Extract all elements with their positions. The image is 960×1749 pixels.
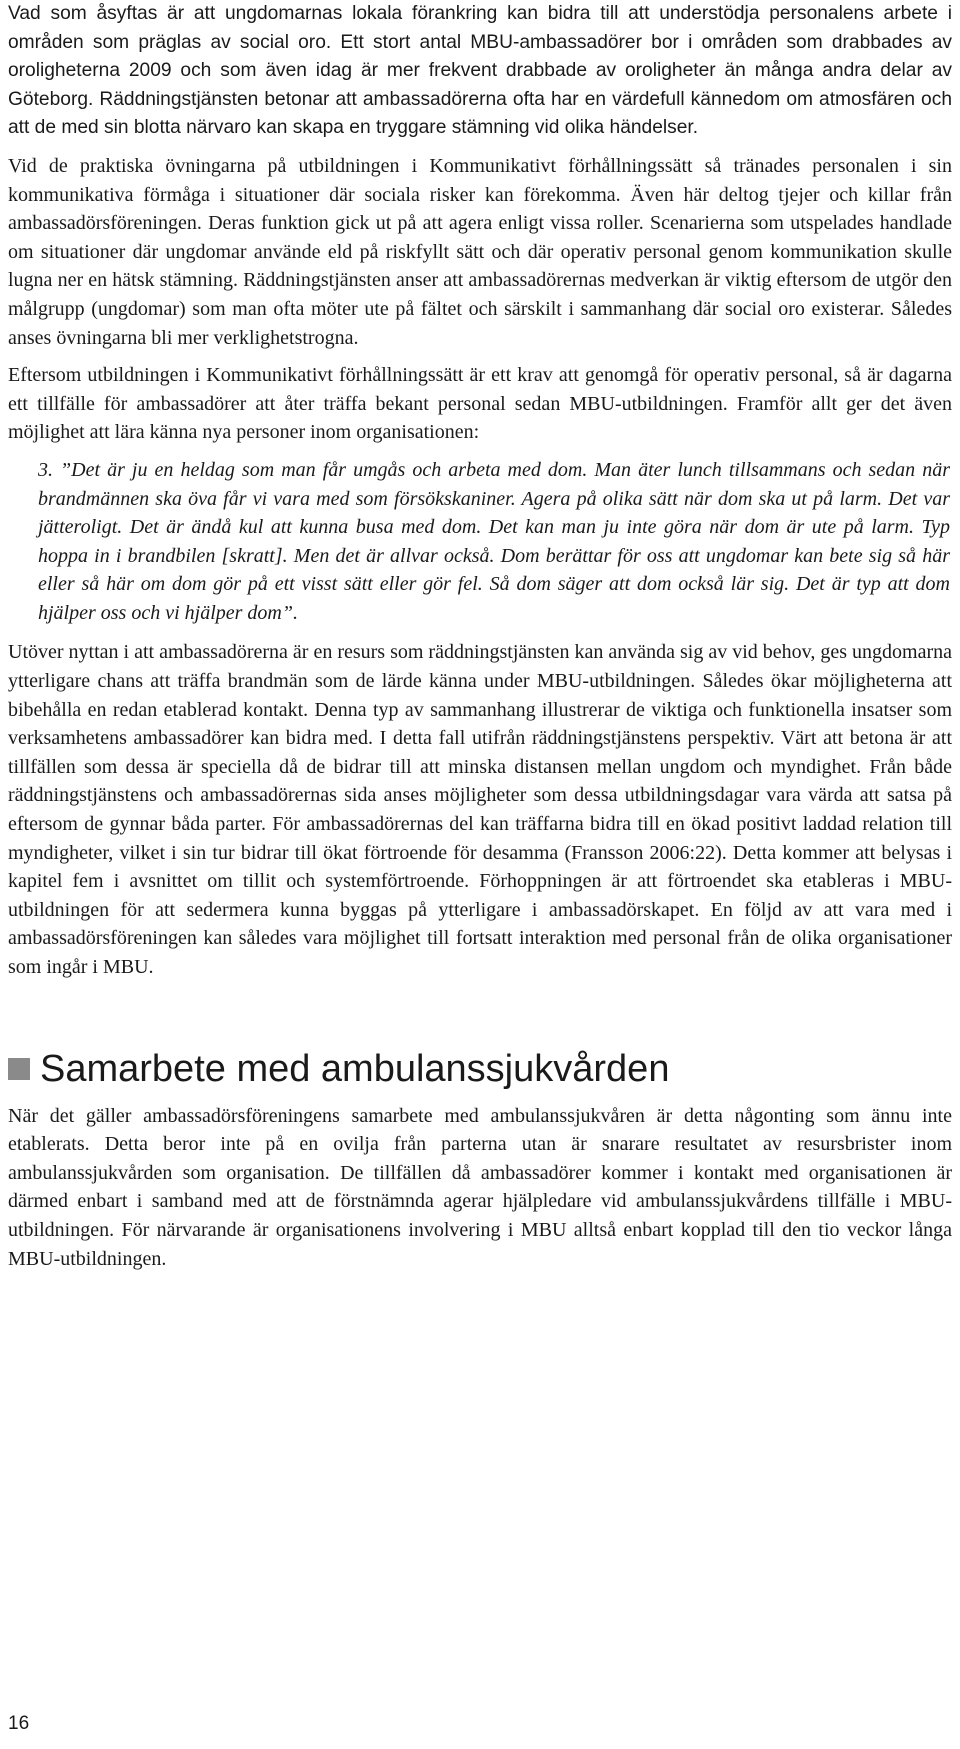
section-heading	[8, 1046, 952, 1092]
paragraph-ambulance-cooperation: När det gäller ambassadörsföreningens samarbete med ambulanssjukvåren är detta någonting som ännu inte etablerats. Detta beror inte på en ovilja från parterna utan är snarare resultatet av resursbrister inom ambulanssjukvården som organisation. De tillfällen då ambassadörer kommer i kontakt med organisationen är därmed enbart i samband med att de förstnämnda agerar hjälpledare vid ambulanssjukvårdens tillfälle i MBU-utbildningen. För närvarande är organisationens involvering i MBU alltså enbart kopplad till den tio veckor långa MBU-utbildningen.	[8, 1104, 952, 1270]
paragraph-ambassador-local-roots: Vad som åsyftas är att ungdomarnas lokala förankring kan bidra till att understödja personalens arbete i områden som präglas av social oro. Ett stort antal MBU-ambassadörer bor i områden som drabbades av oroligheterna 2009 och som även idag är mer frekvent drabbade av oroligheter än många andra delar av Göteborg. Räddningstjänsten betonar att ambassadörerna ofta har en värdefull kännedom om atmosfären och att de med sin blotta närvaro kan skapa en tryggare stämning vid olika händelser.	[8, 3, 952, 139]
paragraph-practical-exercises: Vid de praktiska övningarna på utbildningen i Kommunikativt förhållningssätt så tränades personalen i sin kommunikativa förmåga i situationer där sociala risker kan förekomma. Även här deltog tjejer och killar från ambassadörsföreningen. Deras funktion gick ut på att agera enligt vissa roller. Scenarierna som utspelades handlade om situationer där ungdomar använde eld på riskfyllt sätt och där operativ personal genom kommunikation skulle lugna ner en hätsk stämning. Räddningstjänsten anser att ambassadörernas medverkan är viktig eftersom de utgör den målgrupp (ungdomar) som man ofta möter ute på fältet och särskilt i sammanhang där social oro existerar. Således anses övningarna bli mer verklighetstrogna.	[8, 154, 952, 349]
heading-square-icon	[8, 1058, 30, 1080]
page-number: 16	[8, 1713, 30, 1734]
section-heading-text: Samarbete med ambulanssjukvården	[40, 1047, 670, 1090]
interview-quote: 3. ”Det är ju en heldag som man får umgås och arbeta med dom. Man äter lunch tillsammans och sedan när brandmännen ska öva får vi vara med som försökskaniner. Agera på olika sätt när dom ska ut på larm. Det var jätteroligt. Det är ändå kul att kunna busa med dom. Det kan man ju inte göra när dom är ute på larm. Typ hoppa in i brandbilen [skratt]. Men det är allvar också. Dom berättar för oss att ungdomar kan bete sig så här eller så här om dom gör på ett visst sätt eller gör fel. Så dom säger att dom också lär sig. Det är typ att dom hjälper oss och vi hjälper dom”.	[38, 458, 950, 624]
document-page	[8, 0, 952, 1282]
paragraph-training-requirement: Eftersom utbildningen i Kommunikativt förhållningssätt är ett krav att genomgå för operativ personal, så är dagarna ett tillfälle för ambassadörer att åter träffa bekant personal sedan MBU-utbildningen. Framför allt ger det även möjlighet att lära känna nya personer inom organisationen:	[8, 364, 952, 444]
paragraph-benefits: Utöver nyttan i att ambassadörerna är en resurs som räddningstjänsten kan använda sig av vid behov, ges ungdomarna ytterligare chans att träffa brandmän som de lärde känna under MBU-utbildningen. Således ökar möjligheterna att bibehålla en redan etablerad kontakt. Denna typ av sammanhang illustrerar de viktiga och funktionella insatser som verksamhetens ambassadörer kan bidra med. I detta fall utifrån räddningstjänstens perspektiv. Värt att betona är att tillfällen som dessa är speciella då de bidrar till att minska distansen mellan ungdom och myndighet. Från både räddningstjänstens och ambassadörernas sida anses möjligheter som dessa utbildningsdagar vara värda att satsa på eftersom de gynnar båda parter. För ambassadörernas del kan träffarna bidra till en ökad positivt laddad relation till myndigheter, vilket i sin tur bidrar till ökat förtroende för desamma (Fransson 2006:22). Detta kommer att belysas i kapitel fem i avsnittet om tillit och systemförtroende. Förhoppningen är att förtroendet ska etableras i MBU-utbildningen för att sedermera kunna byggas på ytterligare i ambassadörskapet. En följd av att vara med i ambassadörsföreningen kan således vara möjlighet till fortsatt interaktion med personal från de olika organisationer som ingår i MBU.	[8, 641, 952, 978]
